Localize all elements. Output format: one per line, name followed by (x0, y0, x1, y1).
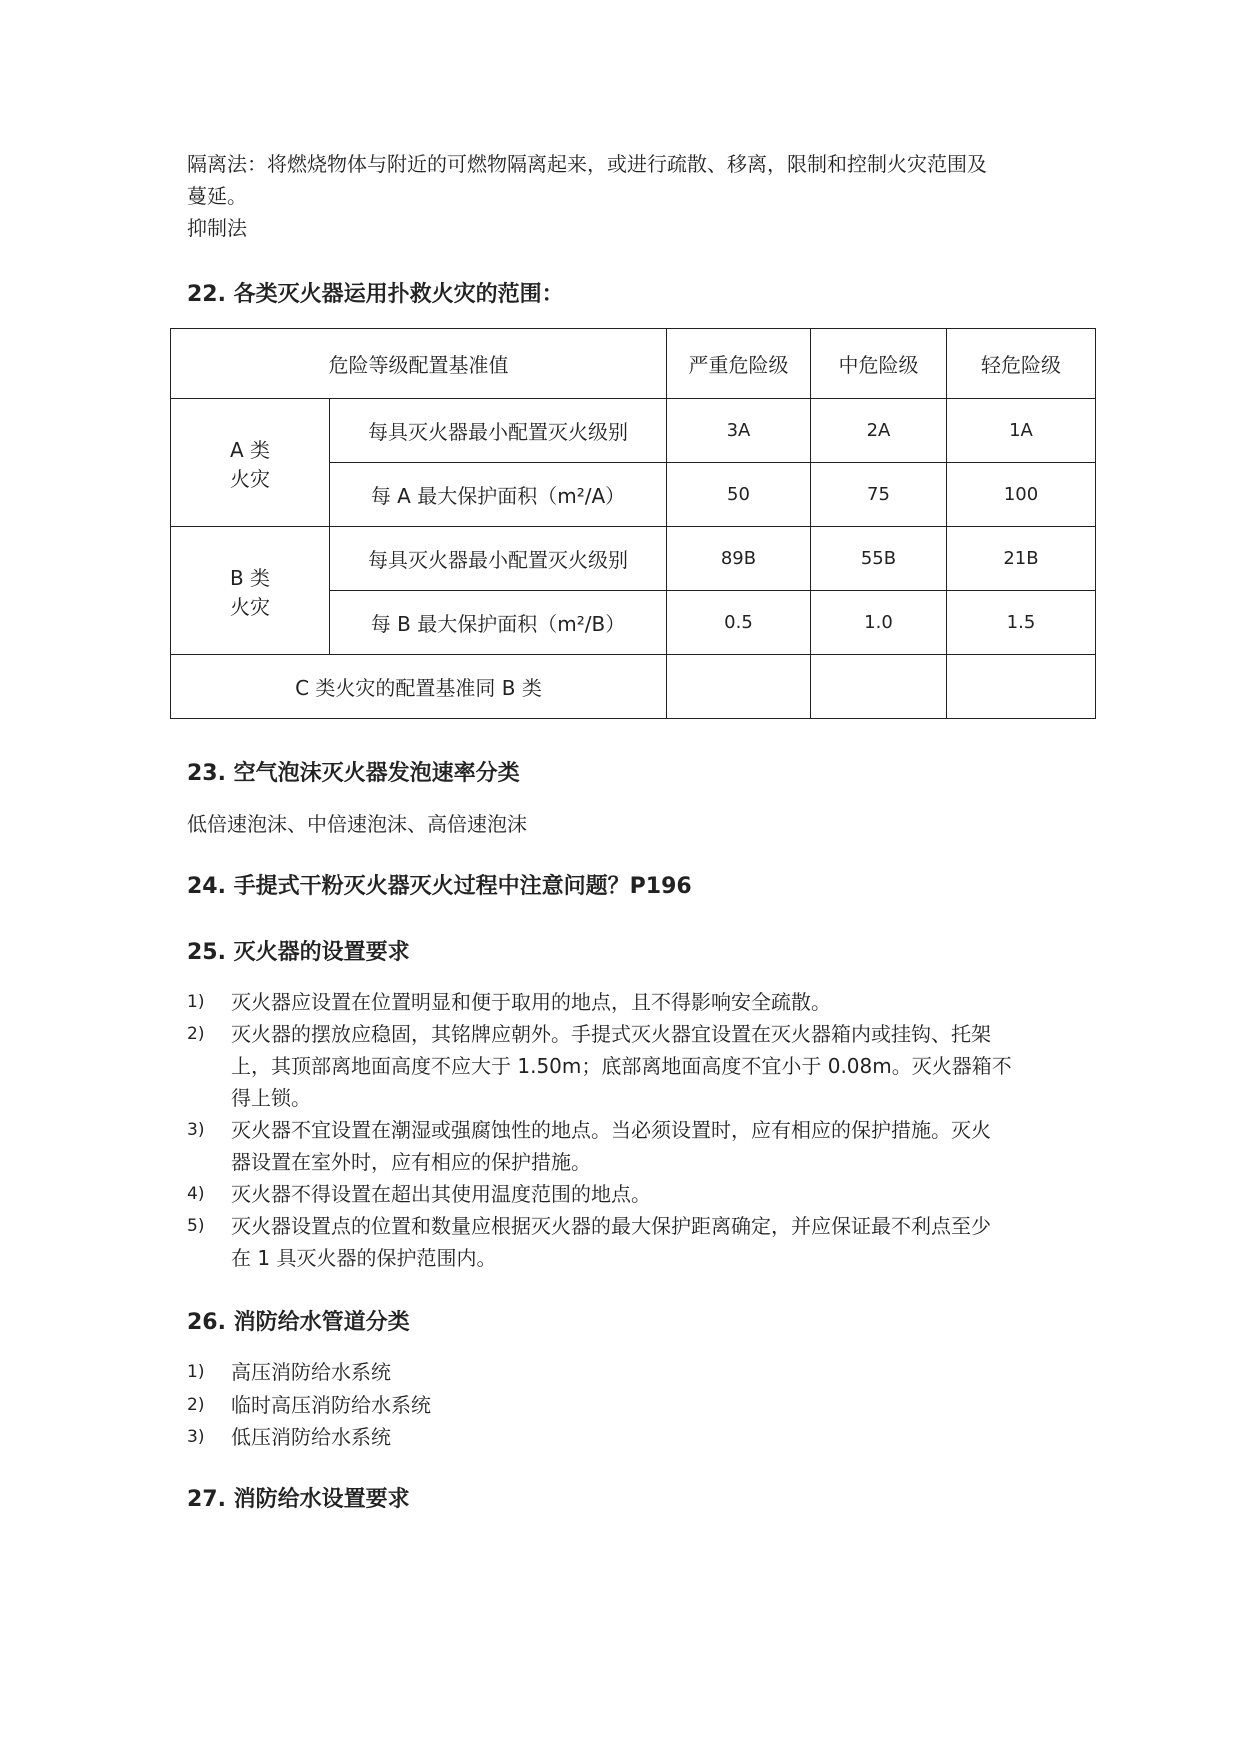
group-cell-a (171, 399, 330, 527)
group-label: 火灾 (230, 466, 270, 491)
list-text-line: 器设置在室外时，应有相应的保护措施。 (231, 1150, 591, 1174)
extinguisher-config-table (170, 328, 1096, 719)
list-number: 3) (187, 1120, 205, 1140)
list-text: 低压消防给水系统 (231, 1425, 391, 1449)
table-row (171, 655, 1096, 719)
list-text-line: 在 1 具灭火器的保护范围内。 (231, 1246, 497, 1270)
table-cell: 1.0 (811, 591, 947, 655)
list-text: 临时高压消防给水系统 (231, 1393, 431, 1417)
table-cell: 100 (947, 463, 1096, 527)
group-label: B 类 (229, 565, 271, 590)
list-text: 高压消防给水系统 (231, 1360, 391, 1384)
list-number: 2) (187, 1024, 205, 1044)
table-cell: 21B (947, 527, 1096, 591)
section-heading-22: 22. 各类灭火器运用扑救火灾的范围： (187, 282, 564, 307)
table-cell: 50 (667, 463, 811, 527)
table-cell (667, 655, 811, 719)
table-cell: 1.5 (947, 591, 1096, 655)
list-number: 3) (187, 1427, 205, 1447)
section-body-23: 低倍速泡沫、中倍速泡沫、高倍速泡沫 (187, 812, 527, 836)
table-row (171, 399, 1096, 463)
section-heading-25: 25. 灭火器的设置要求 (187, 940, 410, 965)
table-cell (811, 655, 947, 719)
table-cell: 75 (811, 463, 947, 527)
table-cell: 0.5 (667, 591, 811, 655)
table-cell: 55B (811, 527, 947, 591)
list-text-line: 灭火器设置点的位置和数量应根据灭火器的最大保护距离确定，并应保证最不利点至少 (231, 1214, 991, 1238)
section-heading-27: 27. 消防给水设置要求 (187, 1487, 410, 1512)
list-text-line: 灭火器不得设置在超出其使用温度范围的地点。 (231, 1182, 651, 1206)
table-cell: 89B (667, 527, 811, 591)
table-header-light: 轻危险级 (947, 329, 1096, 399)
list-number: 1) (187, 1362, 205, 1382)
group-label: A 类 (229, 437, 271, 462)
list-number: 5) (187, 1216, 205, 1236)
row-label-c: C 类火灾的配置基准同 B 类 (171, 655, 667, 719)
row-label: 每具灭火器最小配置灭火级别 (330, 527, 667, 591)
list-number: 4) (187, 1184, 205, 1204)
list-number: 1) (187, 992, 205, 1012)
row-label: 每具灭火器最小配置灭火级别 (330, 399, 667, 463)
list-text-line: 灭火器应设置在位置明显和便于取用的地点，且不得影响安全疏散。 (231, 990, 831, 1014)
table-header-label: 危险等级配置基准值 (171, 329, 667, 399)
section-heading-26: 26. 消防给水管道分类 (187, 1310, 410, 1335)
list-text-line: 灭火器不宜设置在潮湿或强腐蚀性的地点。当必须设置时，应有相应的保护措施。灭火 (231, 1118, 991, 1142)
table-header-severe: 严重危险级 (667, 329, 811, 399)
table-header-row (171, 329, 1096, 399)
list-text-line: 得上锁。 (231, 1086, 311, 1110)
table-cell: 2A (811, 399, 947, 463)
intro-line: 隔离法：将燃烧物体与附近的可燃物隔离起来，或进行疏散、移离，限制和控制火灾范围及 (187, 152, 987, 176)
table-cell: 1A (947, 399, 1096, 463)
intro-line: 蔓延。 (187, 184, 247, 208)
group-label: 火灾 (230, 594, 270, 619)
row-label: 每 A 最大保护面积（m²/A） (330, 463, 667, 527)
list-text-line: 上，其顶部离地面高度不应大于 1.50m；底部离地面高度不宜小于 0.08m。灭火器箱不 (231, 1054, 1012, 1078)
list-number: 2) (187, 1395, 205, 1415)
list-text-line: 灭火器的摆放应稳固，其铭牌应朝外。手提式灭火器宜设置在灭火器箱内或挂钩、托架 (231, 1022, 991, 1046)
section-heading-24: 24. 手提式干粉灭火器灭火过程中注意问题？P196 (187, 874, 692, 899)
table-cell: 3A (667, 399, 811, 463)
intro-line: 抑制法 (187, 216, 247, 240)
section-heading-23: 23. 空气泡沫灭火器发泡速率分类 (187, 761, 520, 786)
table-cell (947, 655, 1096, 719)
group-cell-b (171, 527, 330, 655)
row-label: 每 B 最大保护面积（m²/B） (330, 591, 667, 655)
table-row (171, 527, 1096, 591)
table-header-medium: 中危险级 (811, 329, 947, 399)
